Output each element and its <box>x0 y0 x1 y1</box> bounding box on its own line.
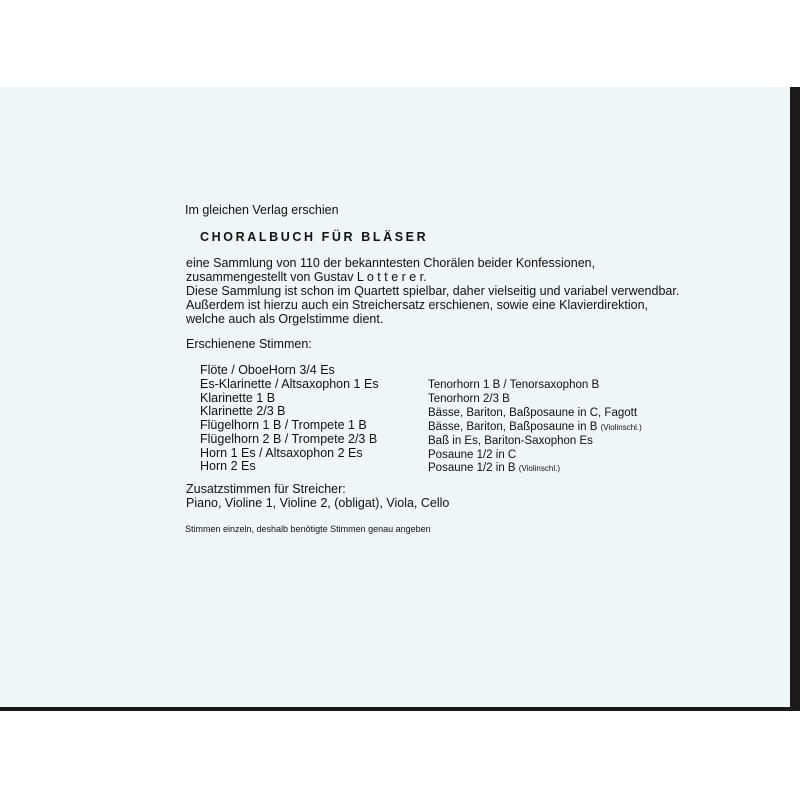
voice-left-item: Flügelhorn 1 B / Trompete 1 B <box>200 418 367 432</box>
voice-left-item: Es-Klarinette / Altsaxophon 1 Es <box>200 377 379 391</box>
voice-right-text: Posaune 1/2 in B <box>428 462 516 474</box>
voice-right-note: (Violinschl.) <box>518 464 560 473</box>
description-line: Diese Sammlung ist schon im Quartett spielbar, daher vielseitig und variabel verwendbar. <box>186 284 680 298</box>
voice-right-item <box>428 406 637 420</box>
voice-right-note: (Violinschl.) <box>600 423 642 432</box>
voice-left-item: Flöte / OboeHorn 3/4 Es <box>200 363 335 377</box>
voice-left-item: Horn 2 Es <box>200 459 256 473</box>
description-line: zusammengestellt von Gustav L o t t e r e r. <box>186 270 427 284</box>
description-line: Außerdem ist hierzu auch ein Streichersatz erschienen, sowie eine Klavierdirektion, <box>186 298 649 312</box>
strings-heading: Zusatzstimmen für Streicher: <box>186 482 346 496</box>
intro-text: Im gleichen Verlag erschien <box>185 203 339 217</box>
voice-right-text: Bässe, Bariton, Baßposaune in C, Fagott <box>428 407 638 419</box>
voices-heading: Erschienene Stimmen: <box>186 337 312 351</box>
voice-right-item <box>428 420 642 435</box>
voice-left-item: Flügelhorn 2 B / Trompete 2/3 B <box>200 432 378 446</box>
voice-right-item <box>428 392 510 406</box>
paper-sheet <box>0 87 790 707</box>
scan-border-right <box>790 87 800 711</box>
footnote: Stimmen einzeln, deshalb benötigte Stimmen genau angeben <box>185 524 431 534</box>
voice-right-item <box>428 378 599 392</box>
voice-right-item <box>428 448 516 462</box>
voice-left-item: Horn 1 Es / Altsaxophon 2 Es <box>200 446 363 460</box>
voice-left-item: Klarinette 1 B <box>200 391 276 405</box>
description-line: eine Sammlung von 110 der bekanntesten Chorälen beider Konfessionen, <box>186 256 596 270</box>
voice-right-item <box>428 461 560 476</box>
voice-left-item: Klarinette 2/3 B <box>200 404 286 418</box>
scan-border-bottom <box>0 707 800 711</box>
voice-right-text: Baß in Es, Bariton-Saxophon Es <box>428 435 593 447</box>
strings-list: Piano, Violine 1, Violine 2, (obligat), Viola, Cello <box>186 496 450 510</box>
voice-right-item <box>428 434 593 448</box>
voice-right-text: Tenorhorn 1 B / Tenorsaxophon B <box>428 379 600 391</box>
description-line: welche auch als Orgelstimme dient. <box>186 312 384 326</box>
voice-right-text: Posaune 1/2 in C <box>428 449 517 461</box>
voice-right-text: Bässe, Bariton, Baßposaune in B <box>428 421 598 433</box>
book-title: CHORALBUCH FÜR BLÄSER <box>200 230 429 244</box>
voice-right-text: Tenorhorn 2/3 B <box>428 393 510 405</box>
